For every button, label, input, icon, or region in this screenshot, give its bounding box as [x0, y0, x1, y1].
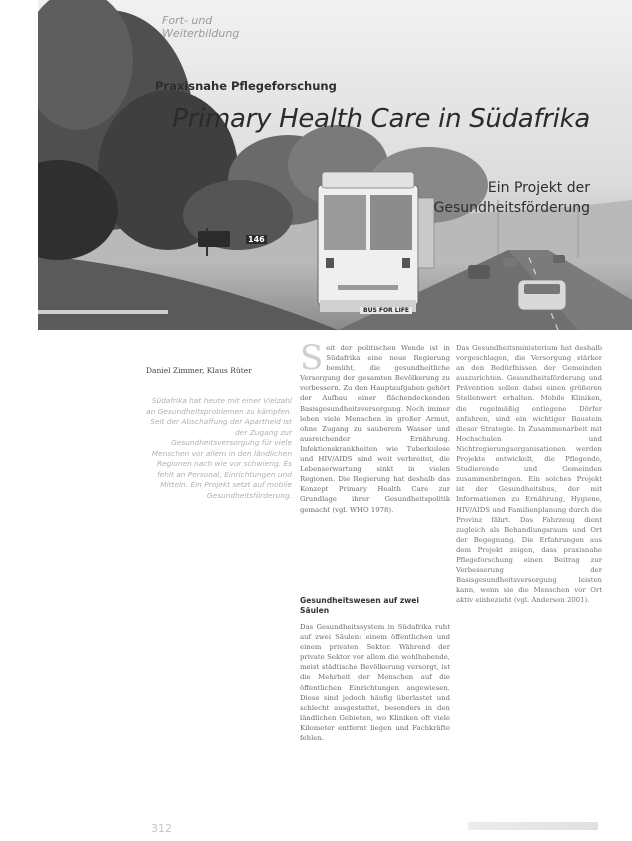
body-intro-text: eit der politischen Wende ist in Südafrika eine neue Regierung bemüht, die gesundheitliche Versorgung der gesamten Bevölkerung zu verbessern. Zu den Hauptaufgaben gehört der Aufbau einer flächendeckenden Basisgesundheitsversorgung. Noch immer leben viele Menschen in großer Armut, ohne Zugang zu sauberem Wasser und ausreichender Ernährung. Infektionskrankheiten wie Tuberkulose und HIV/AIDS sind weit verbreitet, die Lebenserwartung sinkt in vielen Regionen. Die Regierung hat deshalb das Konzept Primary Health Care zur Grundlage ihrer Gesundheitspolitik gemacht (vgl. WHO 1978).	[300, 344, 450, 514]
section-tag-line2: Weiterbildung	[162, 27, 240, 40]
article-subtitle	[434, 178, 590, 218]
lead-paragraph: Südafrika hat heute mit einer Vielzahl an Gesundheitsproblemen zu kämpfen. Seit der Abschaffung der Apartheid ist der Zugang zur Gesundheitsversorgung für viele Menschen vor allem in den ländlichen Regionen nach wie vor schwierig. Es fehlt an Personal, Einrichtungen und Mitteln. Ein Projekt setzt auf mobile Gesundheitsförderung.	[146, 396, 292, 500]
hero-photo	[38, 0, 632, 330]
section-heading: Gesundheitswesen auf zwei Säulen	[300, 596, 420, 615]
body-column-1-section: Das Gesundheitssystem in Südafrika ruht auf zwei Säulen: einem öffentlichen und einem privaten Sektor. Während der private Sektor vor allem die wohlhabende, meist städtische Bevölkerung versorgt, ist die Mehrheit der Menschen auf die öffentlichen Einrichtungen angewiesen. Diese sind jedoch häufig überlastet und schlecht ausgestattet, besonders in den ländlichen Gebieten, wo Kliniken oft viele Kilometer entfernt liegen und Fachkräfte fehlen.	[300, 623, 450, 743]
body-column-1	[300, 338, 450, 515]
section-tag-line1: Fort- und	[162, 14, 213, 27]
section-tag	[162, 14, 239, 40]
body-column-2: Das Gesundheitsministerium hat deshalb vorgeschlagen, die Versorgung stärker an den Bedürfnissen der Gemeinden auszurichten. Gesundheitsförderung und Prävention sollen dabei einen größeren Stellenwert erhalten. Mobile Kliniken, die regelmäßig entlegene Dörfer anfahren, sind ein wichtiger Baustein dieser Strategie. In Zusammenarbeit mit Hochschulen und Nichtregierungsorganisationen werden Projekte entwickelt, die Pflegende, Studierende und Gemeinden zusammenbringen. Ein solches Projekt ist der Gesundheitsbus, der mit Informationen zu Ernährung, Hygiene, HIV/AIDS und Familienplanung durch die Provinz fährt. Das Fahrzeug dient zugleich als Behandlungsraum und Ort der Begegnung. Die Erfahrungen aus dem Projekt zeigen, dass praxisnahe Pflegeforschung einen Beitrag zur Verbesserung der Basisgesundheitsversorgung leisten kann, wenn sie die Menschen vor Ort aktiv einbezieht (vgl. Anderson 2001).	[456, 344, 602, 605]
bus-plate-text: BUS FOR LIFE	[360, 307, 412, 314]
drop-cap: S	[300, 338, 324, 378]
subtitle-line1: Ein Projekt der	[487, 180, 590, 196]
subtitle-line2: Gesundheitsförderung	[433, 200, 590, 216]
authors: Daniel Zimmer, Klaus Rüter	[146, 366, 252, 375]
road-sign-number: 146	[248, 235, 265, 244]
article-title: Primary Health Care in Südafrika	[172, 104, 590, 134]
page-number: 312	[151, 822, 172, 835]
kicker: Praxisnahe Pflegeforschung	[155, 79, 337, 93]
highway-bus-photo	[38, 0, 632, 330]
footer-bar	[468, 822, 598, 830]
